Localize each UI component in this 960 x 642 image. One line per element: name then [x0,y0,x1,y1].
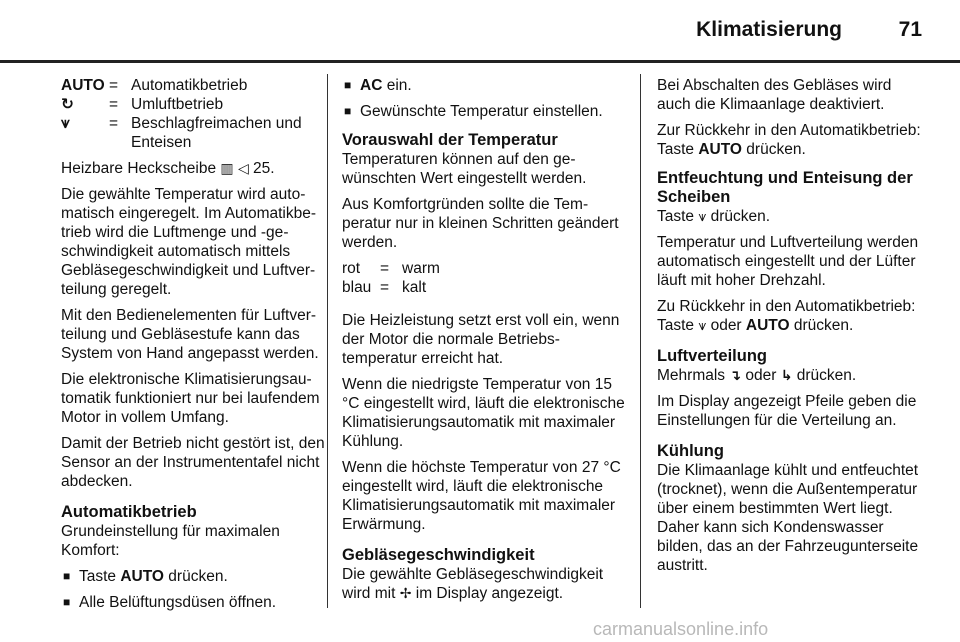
paragraph [657,297,925,335]
defrost-icon: ⩛ [698,208,707,224]
bullet-item [61,567,325,586]
text: drücken. [789,317,854,334]
bullet-item [342,76,625,95]
section-heading-defog: Entfeuchtung und Enteisung der Scheiben [657,169,913,206]
temperature-legend [342,259,625,297]
paragraph [342,565,625,603]
paragraph: Damit der Betrieb nicht gestört ist, den Sensor an der Instrumententafel nicht abdecken. [61,435,325,490]
column-3 [657,76,925,582]
section-heading-temperature: Vorauswahl der Temperatur [342,131,558,149]
text: Mehrmals [657,367,730,384]
air-distribution-icon: ↴ [729,367,742,383]
text: Taste [79,568,121,585]
paragraph [657,207,925,226]
bullet-square-icon: ■ [344,78,352,92]
text: Taste [657,208,699,225]
bullet-text [79,567,228,586]
paragraph: Die gewählte Temperatur wird automatisch eingeregelt. Im Automatikbetrieb wird die Luftmenge und -geschwindigkeit automatisch mittels Gebläsegeschwindigkeit und Luftverteilung geregelt. [61,186,317,298]
paragraph: Mit den Bedienelementen für Luftverteilung und Gebläsestufe kann das System von Hand angepasst werden. [61,307,319,362]
legend-equals: = [109,115,119,132]
bullet-item [61,593,325,612]
section-heading-air-distribution: Luftverteilung [657,347,767,365]
section-heading-cooling: Kühlung [657,442,724,460]
legend-desc: Beschlagfreimachen und Enteisen [131,115,302,151]
text: Zu Rückkehr in den Automatikbetrieb: Taste [657,298,916,334]
page-header [0,0,960,68]
paragraph: Die elektronische Klimatisierungsautomatik funktioniert nur bei laufendem Motor in vollem Umfang. [61,371,320,426]
legend-key: blau [342,279,372,296]
legend-key: rot [342,260,361,277]
section-heading-fan-speed: Gebläsegeschwindigkeit [342,546,535,564]
legend-equals: = [109,96,119,113]
paragraph: Wenn die niedrigste Temperatur von 15 °C eingestellt wird, läuft die elektronische Klimatisierungsautomatik mit maximaler Kühlung. [342,376,625,450]
text: oder [706,317,746,334]
paragraph: Temperatur und Luftverteilung werden automatisch eingestellt und der Lüfter läuft mit hoher Drehzahl. [657,234,919,289]
text: Zur Rückkehr in den Automatikbetrieb: Taste [657,122,921,158]
section-heading-automatic: Automatikbetrieb [61,503,197,521]
auto-key: AUTO [698,141,742,158]
paragraph [657,366,925,385]
legend-desc: kalt [402,279,427,296]
recirculation-icon: ↻ [61,96,74,113]
legend-desc: Umluftbetrieb [131,96,224,113]
legend-equals: = [109,77,119,94]
text: im Display angezeigt. [411,585,564,602]
auto-key: AUTO [745,317,790,334]
page-number: 71 [898,18,922,41]
text: drücken. [742,141,806,158]
ac-key: AC [360,77,383,94]
text: Heizbare Heckscheibe [61,160,217,177]
text: drücken. [792,367,857,384]
bullet-square-icon: ■ [344,104,352,118]
auto-key: AUTO [120,568,164,585]
paragraph: Temperaturen können auf den gewünschten Wert eingestellt werden. [342,151,587,187]
legend-desc: warm [402,260,440,277]
text: drücken. [706,208,771,225]
header-rule [0,60,960,63]
page-reference-icon: ◁ [237,160,249,176]
text: ein. [382,77,412,94]
air-distribution-icon: ↳ [780,367,793,383]
bullet-text: Alle Belüftungsdüsen öffnen. [79,594,277,611]
bullet-text: Gewünschte Temperatur einstellen. [360,103,603,120]
bullet-square-icon: ■ [63,595,71,609]
text: oder [741,367,781,384]
bullet-text [360,76,412,95]
legend-equals: = [380,279,390,296]
paragraph: Die Klimaanlage kühlt und entfeuchtet (trocknet), wenn die Außentemperatur über einem bestimmten Wert liegt. Daher kann sich Kondenswasser bilden, das an der Fahrzeugunterseite austritt. [657,462,919,574]
page-title: Klimatisierung [696,18,842,41]
rear-window-heater-icon: ▥ [220,160,234,176]
legend-equals: = [380,260,390,277]
text: drücken. [164,568,228,585]
paragraph: Aus Komfortgründen sollte die Temperatur nur in kleinen Schritten geändert werden. [342,196,619,251]
paragraph: Wenn die höchste Temperatur von 27 °C eingestellt wird, läuft die elektronische Klimatisierungsautomatik mit maximaler Erwärmung. [342,459,621,533]
defrost-icon: ⩛ [698,317,707,333]
column-2 [342,76,625,610]
mode-legend [61,76,325,152]
defrost-icon: ⩛ [61,115,70,132]
bullet-square-icon: ■ [63,569,71,583]
bullet-item [342,102,625,121]
page-reference: 25. [248,160,275,177]
legend-desc: Automatikbetrieb [131,77,248,94]
column-divider [327,74,328,608]
paragraph: Bei Abschalten des Gebläses wird auch die Klimaanlage deaktiviert. [657,77,892,113]
paragraph: Im Display angezeigt Pfeile geben die Einstellungen für die Verteilung an. [657,393,917,429]
paragraph: Die Heizleistung setzt erst voll ein, wenn der Motor die normale Betriebstemperatur erreicht hat. [342,312,620,367]
paragraph [657,121,925,159]
paragraph: Grundeinstellung für maximalen Komfort: [61,523,280,559]
auto-key: AUTO [61,77,105,94]
column-divider [640,74,641,608]
column-1 [61,76,325,619]
heated-rear-window-text [61,159,325,178]
watermark: carmanualsonline.info [593,619,769,639]
text: Die gewählte Gebläsegeschwindigkeit wird mit [342,566,604,602]
fan-icon: ✢ [399,585,412,601]
